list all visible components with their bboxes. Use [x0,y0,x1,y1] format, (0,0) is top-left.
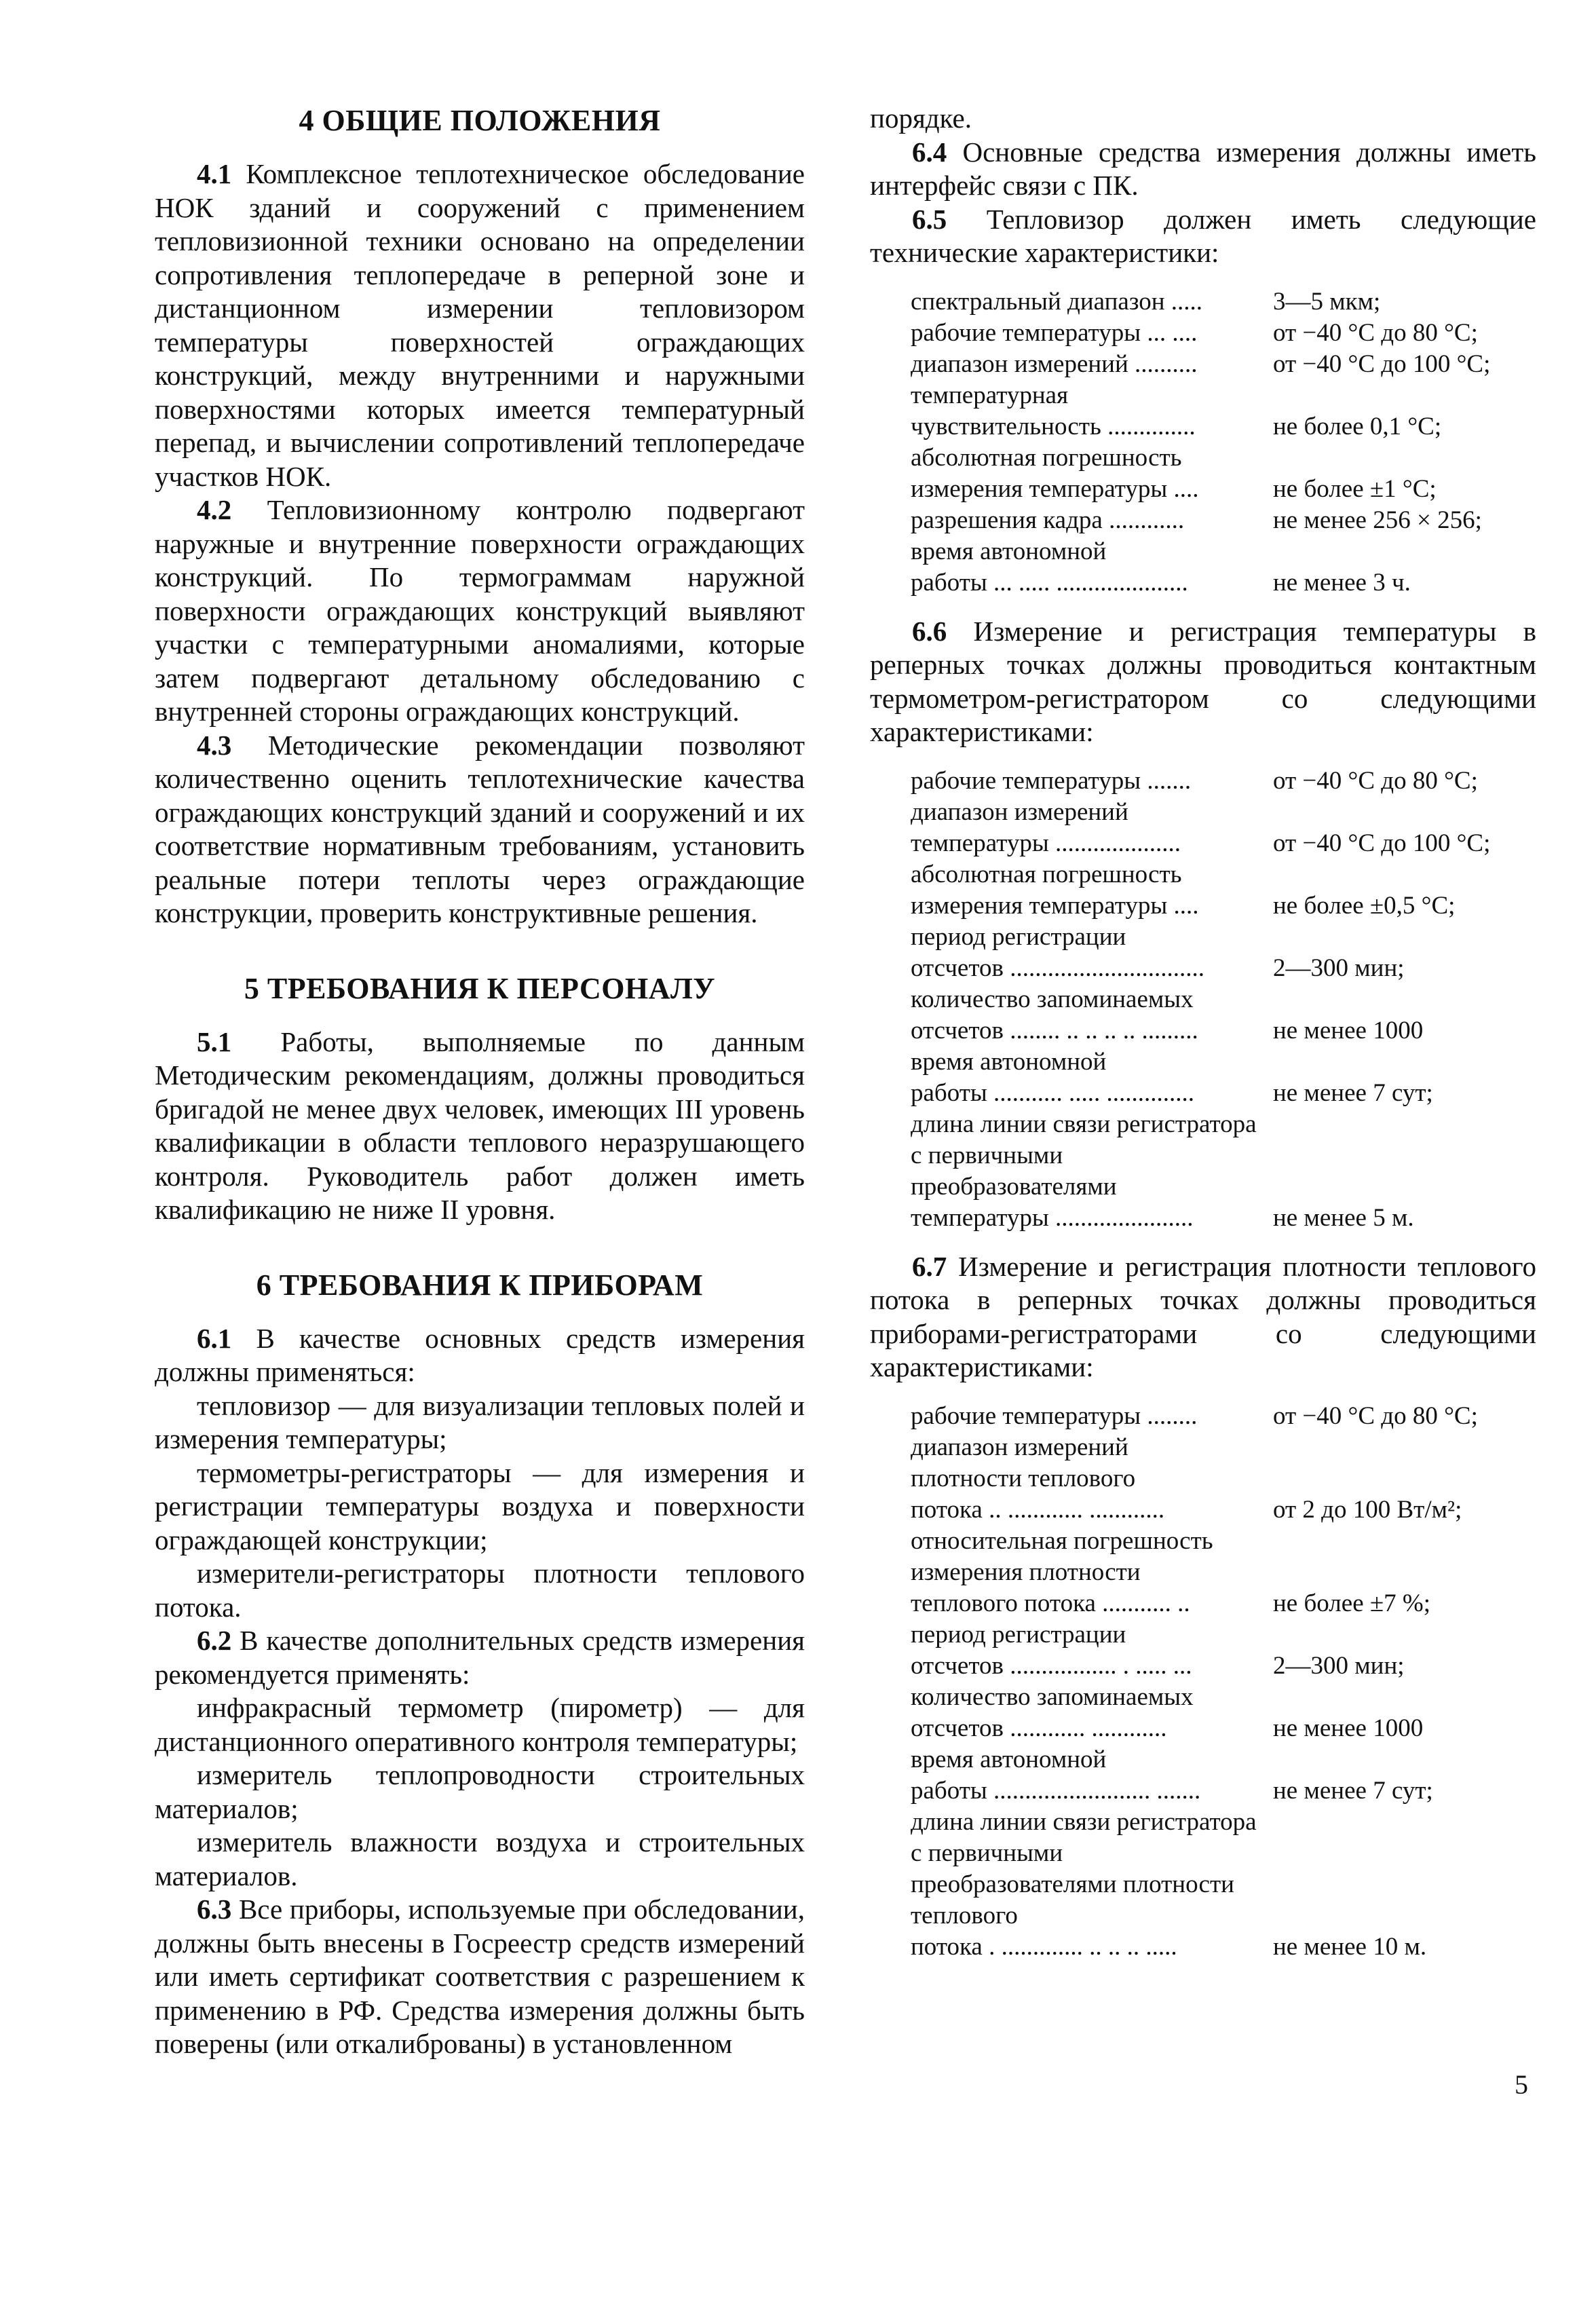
spec-value [1264,1619,1478,1651]
spec-row [911,1203,1490,1234]
list-item: измеритель теплопроводности строительных материалов; [155,1759,805,1824]
spec-row [911,1651,1478,1682]
spec-value [1264,922,1490,953]
spec-label: спектральный диапазон ..... [911,287,1203,316]
spec-row [911,1432,1478,1463]
spec-row [911,922,1490,953]
heat-flux-spec-table [911,1401,1478,1963]
spec-label: количество запоминаемых [911,1682,1194,1711]
paragraph-text: В качестве основных средств измерения должны применяться: [155,1322,805,1387]
spec-row [911,828,1490,859]
paragraph-text: Комплексное теплотехническое обследование НОК зданий и сооружений с применением тепловизионной техники основано на определении сопротивления теплопередаче в реперной зоне и дистанционном измерении тепловизором температуры поверхностей ограждающих конструкций, между внутренними и наружными поверхностями которых имеется температурный перепад, и вычислении сопротивлений теплопередаче участков НОК. [155,158,805,492]
spec-row [911,1775,1478,1807]
spec-row [911,1744,1478,1775]
spec-row [911,766,1490,797]
list-item: тепловизор — для визуализации тепловых полей и измерения температуры; [155,1389,805,1454]
spec-value [1264,1557,1478,1588]
thermal-imager-spec-table [911,286,1490,599]
spec-value: не менее 1000 [1273,1016,1424,1044]
spec-row [911,797,1490,828]
clause-number: 6.2 [197,1625,232,1656]
spec-label: отсчетов ............ ............ [911,1714,1167,1742]
spec-label: рабочие температуры ... .... [911,318,1198,347]
spec-value: от 2 до 100 Вт/м²; [1273,1495,1462,1524]
list-item: измеритель влажности воздуха и строительных материалов. [155,1826,805,1891]
spec-value: не более ±7 %; [1273,1589,1431,1617]
paragraph-6-2 [155,1624,805,1691]
thermometer-spec-table [911,766,1490,1234]
clause-number: 6.1 [197,1322,232,1354]
spec-value [1264,1744,1478,1775]
spec-row [911,567,1490,599]
list-item: термометры-регистраторы — для измерения и регистрации температуры воздуха и поверхности ограждающей конструкции; [155,1456,805,1556]
clause-number: 6.3 [197,1894,232,1925]
spec-value [1264,1682,1478,1713]
spec-label: чувствительность .............. [911,412,1196,440]
right-column [870,102,1536,1979]
spec-value: от −40 °С до 80 °С; [1273,1401,1478,1430]
spec-label: время автономной [911,1047,1107,1076]
clause-number: 6.4 [912,136,947,168]
spec-label: потока .. ............ ............ [911,1495,1165,1524]
list-item: инфракрасный термометр (пирометр) — для дистанционного оперативного контроля температуры; [155,1692,805,1757]
clause-number: 6.6 [912,615,947,647]
spec-value: не более ±0,5 °С; [1273,891,1456,920]
paragraph-text: Методические рекомендации позволяют количественно оценить теплотехнические качества ограждающих конструкций зданий и сооружений и их соответствие нормативным требованиям, установить реальные потери теплоты через ограждающие конструкции, проверить конструктивные решения. [155,729,805,928]
paragraph-text: Измерение и регистрация плотности теплового потока в реперных точках должны проводиться приборами-регистраторами со следующими характеристиками: [870,1250,1536,1382]
paragraph-4-1 [155,157,805,493]
spec-label: время автономной [911,1745,1107,1773]
spec-row [911,1463,1478,1494]
spec-label: диапазон измерений [911,797,1128,826]
clause-number: 4.3 [197,729,232,761]
spec-label: температуры ...................... [911,1203,1194,1232]
spec-label: время автономной [911,537,1107,565]
spec-value: не менее 5 м. [1273,1203,1414,1232]
section-4-heading: 4 ОБЩИЕ ПОЛОЖЕНИЯ [299,104,661,137]
paragraph-5-1 [155,1025,805,1227]
list-item: измерители-регистраторы плотности теплового потока. [155,1558,805,1623]
paragraph-4-2 [155,493,805,729]
spec-row [911,380,1490,411]
spec-value [1264,442,1490,474]
paragraph-6-5 [870,203,1536,270]
paragraph-text: Работы, выполняемые по данным Методическим рекомендациям, должны проводиться бригадой не менее двух человек, имеющих III уровень квалификации в области теплового неразрушающего контроля. Руководитель работ должен иметь квалификацию не ниже II уровня. [155,1025,805,1225]
paragraph-text: Тепловизор должен иметь следующие технические характеристики: [870,203,1536,268]
spec-row [911,505,1490,536]
paragraph-text: Все приборы, используемые при обследовании, должны быть внесены в Госреестр средств измерений или иметь сертификат соответствия с разрешением к применению в РФ. Средства измерения должны быть поверены (или откалиброваны) в установленном [155,1894,805,2059]
spec-row [911,318,1490,349]
spec-row [911,1494,1478,1526]
spec-label: отсчетов ............................... [911,954,1204,982]
spec-value: 3—5 мкм; [1273,287,1381,316]
paragraph-6-1 [155,1322,805,1389]
spec-label: отсчетов ........ .. .. .. .. ......... [911,1016,1198,1044]
spec-value [1264,984,1490,1015]
spec-value: от −40 °С до 80 °С; [1273,766,1478,795]
spec-label: рабочие температуры ........ [911,1401,1198,1430]
paragraph-text: Измерение и регистрация температуры в реперных точках должны проводиться контактным термометром-регистратором со следующими характеристиками: [870,615,1536,747]
spec-value [1264,1047,1490,1078]
spec-label: работы ........... ..... .............. [911,1078,1195,1107]
spec-label: рабочие температуры ....... [911,766,1192,795]
paragraph-text: Тепловизионному контролю подвергают наружные и внутренние поверхности ограждающих конструкций. По термограммам наружной поверхности ограждающих конструкций выявляют участки с температурными аномалиями, которые затем подвергают детальному обследованию с внутренней стороны ограждающих конструкций. [155,494,805,727]
spec-row [911,1015,1490,1047]
spec-value: от −40 °С до 100 °С; [1273,350,1491,378]
spec-value [1264,1463,1478,1494]
spec-label: отсчетов ................. . ..... ... [911,1651,1192,1680]
spec-value: 2—300 мин; [1273,1651,1405,1680]
paragraph-text: В качестве дополнительных средств измерения рекомендуется применять: [155,1625,805,1690]
spec-value: не более ±1 °С; [1273,474,1437,503]
spec-row [911,1401,1478,1432]
spec-label: диапазон измерений .......... [911,350,1198,378]
spec-value: от −40 °С до 80 °С; [1273,318,1478,347]
spec-value [1264,536,1490,567]
paragraph-text: порядке. [870,102,972,134]
spec-label: диапазон измерений [911,1433,1128,1461]
spec-value: не менее 7 сут; [1273,1078,1433,1107]
spec-row [911,1078,1490,1109]
spec-value: не более 0,1 °С; [1273,412,1442,440]
spec-row [911,890,1490,922]
spec-label: абсолютная погрешность [911,443,1182,472]
spec-label: температурная [911,381,1069,409]
spec-row [911,286,1490,318]
paragraph-6-3 [155,1893,805,2061]
left-column [155,102,805,2061]
spec-row [911,1932,1478,1963]
spec-value [1264,797,1490,828]
section-5-heading: 5 ТРЕБОВАНИЯ К ПЕРСОНАЛУ [244,971,716,1005]
spec-row [911,1682,1478,1713]
paragraph-4-3 [155,729,805,930]
spec-label: работы ... ..... ..................... [911,568,1188,597]
clause-number: 6.5 [912,203,947,235]
spec-value: не менее 10 м. [1273,1932,1427,1961]
spec-label: измерения плотности [911,1558,1141,1586]
spec-value: не менее 256 × 256; [1273,506,1482,534]
spec-label: плотности теплового [911,1464,1136,1492]
spec-label: потока . ............. .. .. .. ..... [911,1932,1177,1961]
spec-label: период регистрации [911,1620,1126,1649]
spec-label: абсолютная погрешность [911,860,1182,888]
spec-value [1264,1526,1478,1557]
spec-row [911,953,1490,984]
spec-value: не менее 3 ч. [1273,568,1411,597]
spec-label: работы ......................... ....... [911,1776,1201,1805]
spec-row [911,536,1490,567]
spec-row [911,474,1490,505]
spec-label: измерения температуры .... [911,891,1199,920]
spec-label: длина линии связи регистратора с первичными преобразователями [911,1110,1257,1201]
spec-row [911,1588,1478,1619]
spec-value: 2—300 мин; [1273,954,1405,982]
spec-label: температуры .................... [911,829,1181,857]
paragraph-6-4 [870,136,1536,203]
clause-number: 4.2 [197,494,232,525]
spec-row [911,1557,1478,1588]
spec-label: количество запоминаемых [911,985,1194,1013]
spec-value: не менее 1000 [1273,1714,1424,1742]
spec-label: период регистрации [911,922,1126,951]
spec-row [911,1109,1490,1203]
spec-label: теплового потока ........... .. [911,1589,1190,1617]
spec-row [911,349,1490,380]
spec-value: от −40 °С до 100 °С; [1273,829,1491,857]
spec-value [1264,380,1490,411]
paragraph-6-3-continuation [870,102,1536,136]
section-6-heading: 6 ТРЕБОВАНИЯ К ПРИБОРАМ [256,1268,704,1302]
paragraph-text: Основные средства измерения должны иметь интерфейс связи с ПК. [870,136,1536,201]
paragraph-6-7 [870,1250,1536,1385]
spec-label: длина линии связи регистратора с первичными преобразователями плотности теплового [911,1807,1257,1929]
spec-label: относительная погрешность [911,1526,1213,1555]
spec-row [911,1526,1478,1557]
spec-value [1264,1807,1478,1932]
clause-number: 5.1 [197,1025,232,1057]
spec-row [911,411,1490,442]
clause-number: 6.7 [912,1250,947,1282]
spec-label: разрешения кадра ............ [911,506,1185,534]
spec-row [911,1619,1478,1651]
spec-value [1264,1109,1490,1203]
clause-number: 4.1 [197,158,232,189]
page-number: 5 [1515,2069,1528,2100]
spec-row [911,1807,1478,1932]
spec-value [1264,1432,1478,1463]
spec-value [1264,859,1490,890]
spec-row [911,859,1490,890]
spec-row [911,984,1490,1015]
spec-row [911,442,1490,474]
paragraph-6-6 [870,615,1536,749]
spec-value: не менее 7 сут; [1273,1776,1433,1805]
spec-label: измерения температуры .... [911,474,1199,503]
spec-row [911,1713,1478,1744]
spec-row [911,1047,1490,1078]
